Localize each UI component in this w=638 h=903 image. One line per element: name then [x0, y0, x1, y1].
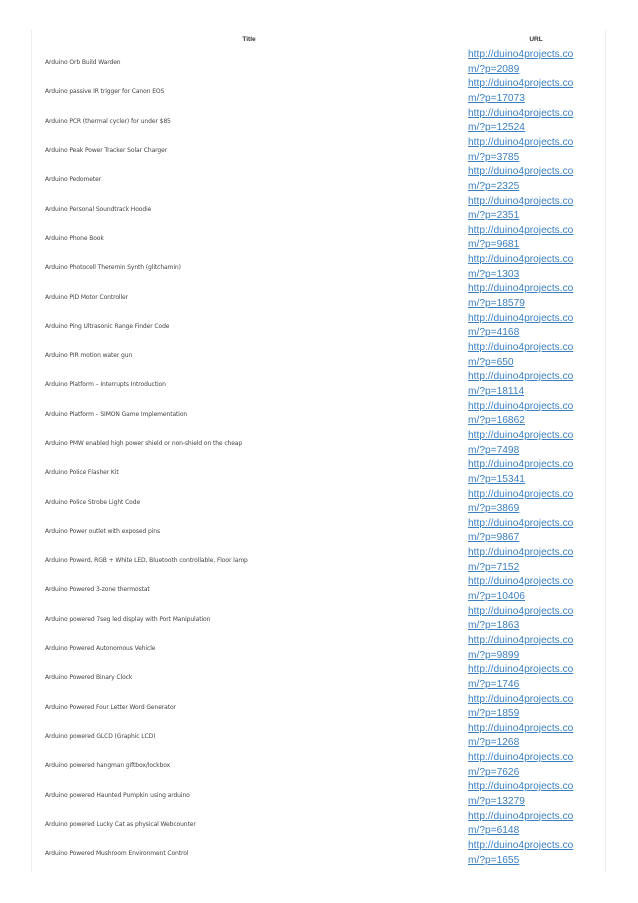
table-body [32, 48, 606, 868]
project-title: Arduino Powered 3-zone thermostat [45, 586, 150, 594]
project-url-cell [466, 224, 606, 253]
project-title: Arduino powered Haunted Pumpkin using arduino [45, 791, 190, 799]
table-row [32, 136, 606, 165]
project-url-cell [466, 546, 606, 575]
project-url-cell [466, 253, 606, 282]
project-url-link[interactable]: http://duino4projects.com/?p=18579 [468, 283, 574, 310]
project-url-link[interactable]: http://duino4projects.com/?p=15341 [468, 459, 574, 485]
project-url-cell [466, 663, 606, 692]
project-url-link[interactable]: http://duino4projects.com/?p=1303 [468, 254, 574, 280]
header-row [32, 30, 606, 48]
project-url-link[interactable]: http://duino4projects.com/?p=1863 [468, 605, 574, 632]
table-row [32, 400, 606, 429]
project-url-cell [466, 48, 606, 77]
project-title: Arduino powered GLCD (Graphic LCD) [45, 732, 156, 740]
project-url-cell [466, 487, 606, 516]
project-url-link[interactable]: http://duino4projects.com/?p=2089 [468, 49, 574, 75]
project-url-cell [466, 605, 606, 634]
project-url-link[interactable]: http://duino4projects.com/?p=1859 [468, 693, 574, 720]
table-row [32, 517, 606, 546]
project-url-cell [466, 136, 606, 165]
column-header-title: Title [242, 35, 256, 43]
table-row [32, 780, 606, 809]
project-url-link[interactable]: http://duino4projects.com/?p=3785 [468, 136, 574, 163]
project-title: Arduino Police Flasher Kit [45, 469, 119, 477]
project-url-cell [466, 77, 606, 106]
project-title: Arduino Powered Mushroom Environment Control [45, 850, 189, 858]
table-row [32, 605, 606, 634]
project-title: Arduino Phone Book [45, 234, 104, 242]
table-row [32, 751, 606, 780]
project-url-link[interactable]: http://duino4projects.com/?p=7152 [468, 547, 574, 573]
project-title: Arduino Power outlet with exposed pins [45, 527, 161, 535]
project-url-cell [466, 429, 606, 458]
project-title: Arduino Peak Power Tracker Solar Charger [45, 147, 168, 155]
table-row [32, 107, 606, 136]
project-url-link[interactable]: http://duino4projects.com/?p=650 [468, 342, 574, 368]
project-url-cell [466, 634, 606, 663]
table-row [32, 77, 606, 106]
project-url-link[interactable]: http://duino4projects.com/?p=2351 [468, 195, 574, 222]
project-title: Arduino passive IR trigger for Canon EOS [45, 88, 165, 96]
project-url-cell [466, 370, 606, 399]
project-url-cell [466, 312, 606, 341]
table-row [32, 722, 606, 751]
table-row [32, 810, 606, 839]
table-row [32, 663, 606, 692]
table-row [32, 546, 606, 575]
project-url-link[interactable]: http://duino4projects.com/?p=7498 [468, 429, 574, 456]
project-title: Arduino Photocell Theremin Synth (glitchamin) [45, 264, 181, 272]
project-url-cell [466, 194, 606, 223]
project-url-cell [466, 282, 606, 311]
project-url-link[interactable]: http://duino4projects.com/?p=10406 [468, 576, 574, 602]
table-row [32, 282, 606, 311]
table-row [32, 370, 606, 399]
project-url-cell [466, 751, 606, 780]
project-url-link[interactable]: http://duino4projects.com/?p=9899 [468, 634, 574, 661]
project-title: Arduino Powered Autonomous Vehicle [45, 645, 156, 653]
table-row [32, 48, 606, 77]
project-title: Arduino Ping Ultrasonic Range Finder Code [45, 322, 170, 330]
project-url-cell [466, 839, 606, 868]
project-url-link[interactable]: http://duino4projects.com/?p=6148 [468, 810, 574, 837]
project-url-cell [466, 458, 606, 487]
table-row [32, 458, 606, 487]
project-url-link[interactable]: http://duino4projects.com/?p=12524 [468, 107, 574, 134]
table-row [32, 165, 606, 194]
table-row [32, 575, 606, 604]
project-title: Arduino PIR motion water gun [45, 352, 133, 360]
table-row [32, 224, 606, 253]
table-row [32, 487, 606, 516]
table-row [32, 341, 606, 370]
project-url-link[interactable]: http://duino4projects.com/?p=1268 [468, 722, 574, 749]
project-url-cell [466, 341, 606, 370]
table-row [32, 839, 606, 868]
project-url-link[interactable]: http://duino4projects.com/?p=4168 [468, 312, 574, 339]
project-url-cell [466, 780, 606, 809]
projects-table [32, 30, 606, 868]
table-row [32, 194, 606, 223]
project-url-link[interactable]: http://duino4projects.com/?p=1655 [468, 840, 574, 866]
project-url-cell [466, 693, 606, 722]
project-title: Arduino Platform – Interrupts Introduction [45, 381, 166, 389]
project-url-link[interactable]: http://duino4projects.com/?p=1746 [468, 664, 574, 690]
table-row [32, 312, 606, 341]
column-header-url: URL [529, 35, 543, 43]
project-title: Arduino powered 7seg led display with Port Manipulation [45, 615, 211, 623]
project-url-cell [466, 575, 606, 604]
project-title: Arduino PID Motor Controller [45, 293, 128, 301]
project-url-link[interactable]: http://duino4projects.com/?p=7626 [468, 752, 574, 778]
project-url-link[interactable]: http://duino4projects.com/?p=18114 [468, 371, 574, 397]
project-title: Arduino Police Strobe Light Code [45, 498, 141, 506]
project-url-link[interactable]: http://duino4projects.com/?p=9681 [468, 224, 574, 251]
project-url-link[interactable]: http://duino4projects.com/?p=3869 [468, 488, 574, 515]
project-title: Arduino Powered Binary Clock [45, 674, 133, 682]
project-title: Arduino Orb Build Warden [45, 59, 121, 67]
project-url-link[interactable]: http://duino4projects.com/?p=17073 [468, 78, 574, 104]
table-row [32, 634, 606, 663]
project-url-link[interactable]: http://duino4projects.com/?p=16862 [468, 400, 574, 427]
project-url-cell [466, 165, 606, 194]
project-title: Arduino PMW enabled high power shield or non-shield on the cheap [45, 440, 243, 447]
project-url-cell [466, 722, 606, 751]
project-title: Arduino Powered Four Letter Word Generator [45, 703, 176, 711]
project-url-cell [466, 810, 606, 839]
project-title: Arduino powered Lucky Cat as physical Webcounter [45, 820, 196, 828]
table-row [32, 693, 606, 722]
table-row [32, 253, 606, 282]
table-row [32, 429, 606, 458]
project-url-link[interactable]: http://duino4projects.com/?p=2325 [468, 166, 574, 192]
project-url-link[interactable]: http://duino4projects.com/?p=9867 [468, 517, 574, 544]
project-title: Arduino powered hangman giftbox/lockbox [45, 762, 171, 770]
project-title: Arduino Platform – SIMON Game Implementation [45, 410, 188, 418]
project-url-link[interactable]: http://duino4projects.com/?p=13279 [468, 781, 574, 808]
project-url-cell [466, 107, 606, 136]
project-title: Arduino PCR (thermal cycler) for under $85 [45, 117, 171, 125]
project-title: Arduino Personal Soundtrack Hoodie [45, 205, 152, 213]
project-title: Arduino Pedometer [45, 176, 102, 184]
project-url-cell [466, 517, 606, 546]
project-title: Arduino Powerd, RGB + White LED, Bluetooth controllable, Floor lamp [45, 557, 248, 565]
project-url-cell [466, 400, 606, 429]
